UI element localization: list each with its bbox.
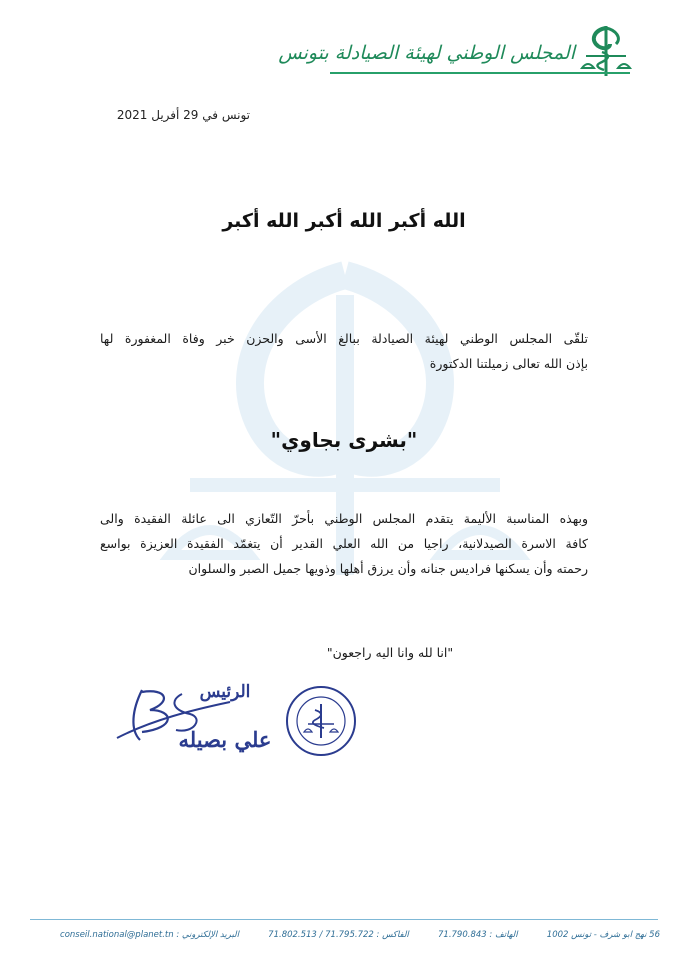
announcement-paragraph (100, 326, 588, 376)
footer-contact (60, 930, 660, 940)
council-stamp-icon (284, 684, 358, 758)
footer-phone: الهاتف : 71.790.843 (438, 930, 518, 940)
condolence-paragraph (100, 506, 588, 581)
letter-date: تونس في 29 أفريل 2021 (116, 108, 250, 122)
paragraph-line: وبهذه المناسبة الأليمة يتقدم المجلس الوطني بأحرّ التّعازي الى عائلة الفقيدة والى (100, 511, 588, 526)
footer-fax: الفاكس : 71.795.722 / 71.802.513 (268, 930, 409, 940)
paragraph-line: كافة الاسرة الصيدلانية، راجيا من الله العلي القدير أن يتغمّد الفقيدة العزيزة بواسع (100, 536, 588, 551)
president-name: علي بصيله (178, 727, 272, 752)
footer-email: البريد الإلكتروني : conseil.national@planet.tn (60, 930, 239, 940)
footer-address: 56 نهج ابو شرف - تونس 1002 (546, 930, 660, 940)
president-title: الرئيس (199, 682, 251, 702)
deceased-name: "بشرى بجاوي" (270, 428, 418, 452)
takbir-heading: الله أكبر الله أكبر الله أكبر (222, 210, 466, 232)
paragraph-line: تلقّى المجلس الوطني لهيئة الصيادلة ببالغ الأسى والحزن خبر وفاة المغفورة لها (100, 331, 588, 346)
footer-divider (30, 919, 658, 920)
council-name-heading: المجلس الوطني لهيئة الصيادلة بتونس (278, 42, 575, 64)
header-divider (330, 72, 630, 74)
paragraph-line: بإذن الله تعالى زميلتنا الدكتورة (429, 356, 588, 371)
paragraph-line: رحمته وأن يسكنها فراديس جنانه وأن يرزق أهلها وذويها جميل الصبر والسلوان (188, 561, 588, 576)
quran-verse: "انا لله وانا اليه راجعون" (326, 645, 454, 660)
